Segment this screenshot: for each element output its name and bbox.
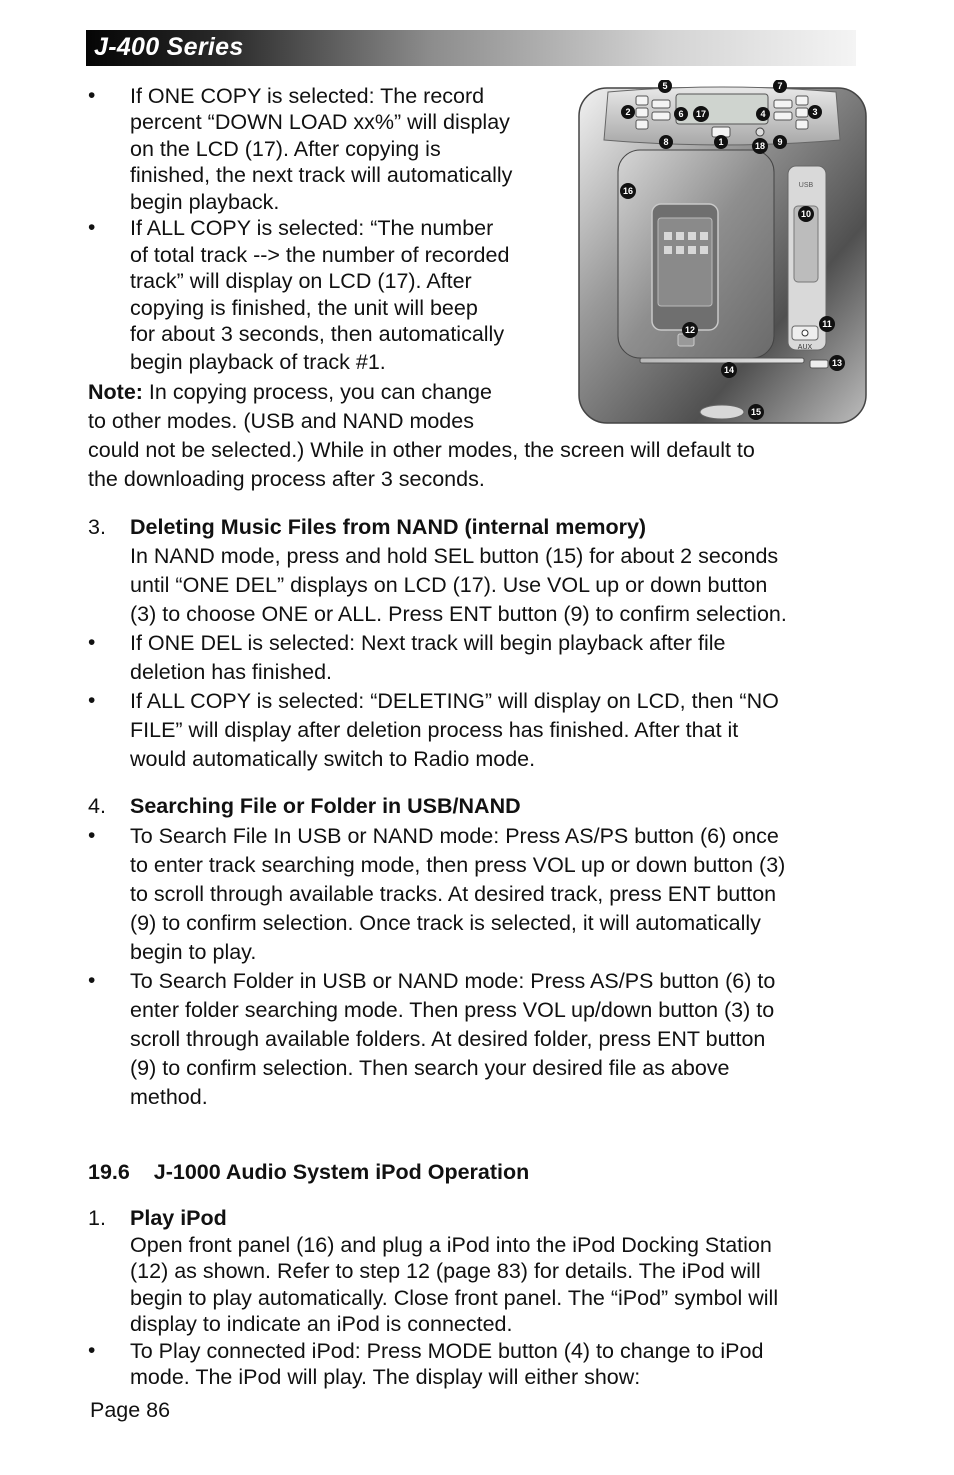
text-line: of total track --> the number of recorded bbox=[130, 243, 510, 267]
callout-badge: 15 bbox=[750, 407, 762, 417]
callout-badge: 18 bbox=[754, 141, 766, 151]
button bbox=[796, 108, 808, 117]
callout-badge: 11 bbox=[822, 319, 832, 329]
button bbox=[636, 108, 648, 117]
text-line: In copying process, you can change bbox=[142, 380, 492, 404]
text-line: FILE” will display after deletion process has finished. After that it bbox=[130, 718, 739, 742]
text-line: display to indicate an iPod is connected. bbox=[130, 1312, 513, 1336]
section-title: Deleting Music Files from NAND (internal memory) bbox=[130, 515, 647, 539]
text-line: To Play connected iPod: Press MODE button (4) to change to iPod bbox=[130, 1339, 764, 1363]
ipod-screen bbox=[658, 218, 712, 306]
text-line: method. bbox=[130, 1085, 208, 1109]
text-line: for about 3 seconds, then automatically bbox=[130, 322, 505, 346]
bullet-dot: • bbox=[88, 1339, 96, 1362]
bullet-dot: • bbox=[88, 216, 96, 239]
note-label: Note: bbox=[88, 380, 143, 404]
callout-badge: 6 bbox=[678, 109, 684, 119]
button bbox=[652, 100, 670, 108]
header-bar bbox=[86, 30, 856, 66]
page-number: Page 86 bbox=[90, 1398, 171, 1422]
section-number: 3. bbox=[88, 515, 106, 539]
usb-label: USB bbox=[798, 182, 814, 189]
text-line: finished, the next track will automatically bbox=[130, 163, 513, 187]
button bbox=[636, 120, 648, 129]
text-line: To Search Folder in USB or NAND mode: Press AS/PS button (6) to bbox=[130, 969, 776, 993]
callout-badge: 2 bbox=[625, 107, 631, 117]
bullet-dot: • bbox=[88, 84, 96, 107]
callout-badge: 7 bbox=[777, 81, 783, 91]
button bbox=[652, 112, 670, 120]
text-line: (9) to confirm selection. Once track is selected, it will automatically bbox=[130, 911, 761, 935]
text-line: (3) to choose ONE or ALL. Press ENT button (9) to confirm selection. bbox=[130, 602, 787, 626]
text-line: begin playback. bbox=[130, 190, 280, 214]
text-line: on the LCD (17). After copying is bbox=[130, 137, 441, 161]
callout-badge: 3 bbox=[812, 107, 818, 117]
text-line: begin to play automatically. Close front panel. The “iPod” symbol will bbox=[130, 1286, 779, 1310]
callout-badge: 12 bbox=[684, 325, 696, 335]
callout-badge: 5 bbox=[662, 81, 668, 91]
bullet-dot: • bbox=[88, 689, 96, 712]
callout-badge: 1 bbox=[718, 137, 724, 147]
button bbox=[796, 120, 808, 129]
text-line: to scroll through available tracks. At desired track, press ENT button bbox=[130, 882, 777, 906]
text-line: enter folder searching mode. Then press VOL up/down button (3) to bbox=[130, 998, 775, 1022]
text-line: could not be selected.) While in other modes, the screen will default to bbox=[88, 438, 755, 462]
cd-slot bbox=[640, 358, 804, 363]
bullet-dot: • bbox=[88, 631, 96, 654]
callout-badge: 13 bbox=[831, 358, 843, 368]
text-line: to other modes. (USB and NAND modes bbox=[88, 409, 474, 433]
text-line: To Search File In USB or NAND mode: Press AS/PS button (6) once bbox=[130, 824, 779, 848]
text-line: copying is finished, the unit will beep bbox=[130, 296, 478, 320]
button bbox=[636, 96, 648, 105]
text-line: to enter track searching mode, then press VOL up or down button (3) bbox=[130, 853, 786, 877]
button bbox=[796, 96, 808, 105]
eject-button bbox=[810, 360, 828, 368]
aux-label: AUX bbox=[797, 344, 813, 351]
text-line: scroll through available folders. At desired folder, press ENT button bbox=[130, 1027, 766, 1051]
text-line: would automatically switch to Radio mode. bbox=[130, 747, 536, 771]
callout-badge: 9 bbox=[777, 137, 783, 147]
headphone-jack bbox=[756, 128, 764, 136]
text-line: deletion has finished. bbox=[130, 660, 333, 684]
text-line: (12) as shown. Refer to step 12 (page 83) for details. The iPod will bbox=[130, 1259, 761, 1283]
text-line: In NAND mode, press and hold SEL button (15) for about 2 seconds bbox=[130, 544, 779, 568]
header-title: J-400 Series bbox=[94, 33, 244, 61]
button bbox=[774, 100, 792, 108]
item-title: Play iPod bbox=[130, 1206, 227, 1230]
text-line: track” will display on LCD (17). After bbox=[130, 269, 472, 293]
text-line: If ONE DEL is selected: Next track will begin playback after file bbox=[130, 631, 726, 655]
section-heading: 19.6 J-1000 Audio System iPod Operation bbox=[88, 1160, 530, 1184]
text-line: mode. The iPod will play. The display will either show: bbox=[130, 1365, 641, 1389]
text-line: If ALL COPY is selected: “The number bbox=[130, 216, 494, 240]
text-line: Open front panel (16) and plug a iPod into the iPod Docking Station bbox=[130, 1233, 772, 1257]
bullet-dot: • bbox=[88, 969, 96, 992]
callout-badge: 17 bbox=[695, 109, 707, 119]
section-title: Searching File or Folder in USB/NAND bbox=[130, 794, 521, 818]
device-diagram bbox=[578, 80, 867, 425]
lcd-display bbox=[676, 94, 768, 124]
callout-badge: 4 bbox=[760, 109, 766, 119]
callout-badge: 14 bbox=[723, 365, 735, 375]
text-line: (9) to confirm selection. Then search your desired file as above bbox=[130, 1056, 730, 1080]
callout-badge: 16 bbox=[622, 186, 634, 196]
callout-badge: 10 bbox=[800, 209, 812, 219]
bullet-dot: • bbox=[88, 824, 96, 847]
item-number: 1. bbox=[88, 1206, 106, 1230]
text-line: the downloading process after 3 seconds. bbox=[88, 467, 485, 491]
text-line: If ONE COPY is selected: The record bbox=[130, 84, 485, 108]
text-line: begin playback of track #1. bbox=[130, 350, 386, 374]
text-line: until “ONE DEL” displays on LCD (17). Use VOL up or down button bbox=[130, 573, 768, 597]
brand-logo bbox=[700, 405, 744, 419]
button bbox=[774, 112, 792, 120]
text-line: If ALL COPY is selected: “DELETING” will display on LCD, then “NO bbox=[130, 689, 779, 713]
text-line: begin to play. bbox=[130, 940, 257, 964]
section-number: 4. bbox=[88, 794, 106, 818]
callout-badge: 8 bbox=[663, 137, 669, 147]
text-line: percent “DOWN LOAD xx%” will display bbox=[130, 110, 510, 134]
